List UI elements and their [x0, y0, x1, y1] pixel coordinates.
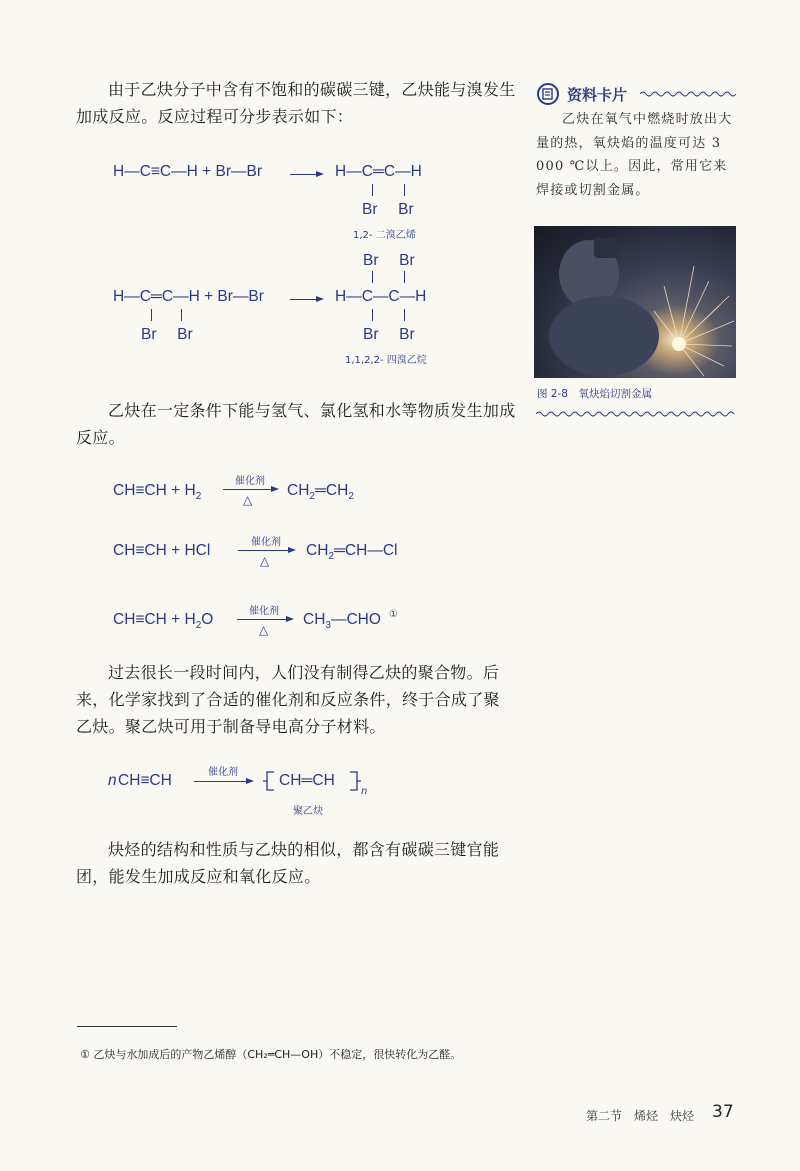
eq2-product-name: 1,1,2,2- 四溴乙烷	[345, 355, 427, 366]
bond-line	[151, 309, 152, 321]
eq-water-product: $CH_3—CHO$	[303, 611, 381, 632]
arrow-head-icon	[286, 616, 294, 622]
eq-h2-reactants: $CH\equiv CH + H_2$	[113, 482, 202, 503]
paragraph-4: 炔烃的结构和性质与乙炔的相似，都含有碳碳三键官能团，能发生加成反应和氧化反应。	[76, 840, 500, 886]
bond-line	[404, 309, 405, 321]
eq2-product: H—C—C—H	[335, 288, 427, 305]
reaction-arrow	[290, 174, 318, 175]
sparks-icon	[534, 226, 736, 378]
polymer-n-subscript: n	[361, 786, 368, 797]
heat-symbol: △	[243, 493, 253, 507]
eq-hcl-product: $CH_2═CH—Cl$	[306, 542, 398, 563]
eq1-product-substituents: Br Br	[362, 201, 414, 218]
reaction-arrow	[223, 489, 273, 490]
eq1-reactants: H—C≡C—H + Br—Br	[113, 163, 262, 180]
bond-line	[372, 271, 373, 283]
eq2-product-top-substituents: Br Br	[363, 252, 415, 269]
paragraph-1: 由于乙炔分子中含有不饱和的碳碳三键，乙炔能与溴发生加成反应。反应过程可分步表示如下：	[76, 80, 516, 126]
photo-caption: 图 2-8 氧炔焰切割金属	[537, 388, 652, 400]
eq-water-reactants: $CH\equiv CH + H_2O$	[113, 611, 214, 632]
eq-h2-product: $CH_2═CH_2$	[287, 482, 354, 503]
arrow-head-icon	[288, 547, 296, 553]
reaction-arrow	[290, 299, 318, 300]
section-title: 第二节 烯烃 炔烃	[586, 1109, 695, 1123]
footnote-marker: ①	[389, 609, 398, 620]
eq2-product-bottom-substituents: Br Br	[363, 326, 415, 343]
arrow-head-icon	[316, 296, 324, 302]
paragraph-3: 过去很长一段时间内，人们没有制得乙炔的聚合物。后来，化学家找到了合适的催化剂和反应条件，终于合成了聚乙炔。聚乙炔可用于制备导电高分子材料。	[76, 663, 500, 736]
wavy-divider	[640, 90, 736, 98]
heat-symbol: △	[260, 554, 270, 568]
heat-symbol: △	[259, 623, 269, 637]
polymer-repeat-unit: CH═CH	[279, 772, 335, 789]
bond-line	[372, 184, 373, 196]
eq2-reactant-substituents: Br Br	[141, 326, 193, 343]
bond-line	[372, 309, 373, 321]
footnote-rule	[77, 1026, 177, 1027]
catalyst-label: 催化剂	[249, 606, 279, 617]
arrow-head-icon	[246, 778, 254, 784]
eq-hcl-reactants: CH≡CH + HCl	[113, 542, 211, 559]
wavy-divider	[536, 410, 736, 418]
eq1-product: H—C═C—H	[335, 163, 422, 180]
page-number: 37	[712, 1102, 734, 1122]
eq1-product-name: 1,2- 二溴乙烯	[353, 230, 416, 241]
bond-line	[404, 184, 405, 196]
bond-line	[404, 271, 405, 283]
polymer-name: 聚乙炔	[293, 806, 323, 817]
bond-line	[181, 309, 182, 321]
catalyst-label: 催化剂	[251, 537, 281, 548]
polymer-n: n	[108, 772, 117, 789]
reaction-arrow	[194, 781, 248, 782]
eq2-reactants: H—C═C—H + Br—Br	[113, 288, 264, 305]
info-card-icon	[536, 82, 560, 106]
reaction-arrow	[238, 550, 290, 551]
catalyst-label: 催化剂	[208, 767, 238, 778]
paragraph-2: 乙炔在一定条件下能与氢气、氯化氢和水等物质发生加成反应。	[76, 401, 516, 447]
footnote-text: ① 乙炔与水加成后的产物乙烯醇（CH₂═CH—OH）不稳定，很快转化为乙醛。	[80, 1048, 462, 1061]
arrow-head-icon	[316, 171, 324, 177]
oxyacetylene-cutting-photo	[534, 226, 736, 378]
info-card-text: 乙炔在氧气中燃烧时放出大量的热，氧炔焰的温度可达 3 000 ℃以上。因此，常用它来焊接或切割金属。	[536, 112, 733, 198]
info-card-title: 资料卡片	[567, 86, 628, 104]
arrow-head-icon	[271, 486, 279, 492]
polymer-bracket-left-icon	[262, 770, 278, 792]
catalyst-label: 催化剂	[235, 476, 265, 487]
polymer-monomer: CH≡CH	[118, 772, 172, 789]
reaction-arrow	[237, 619, 288, 620]
